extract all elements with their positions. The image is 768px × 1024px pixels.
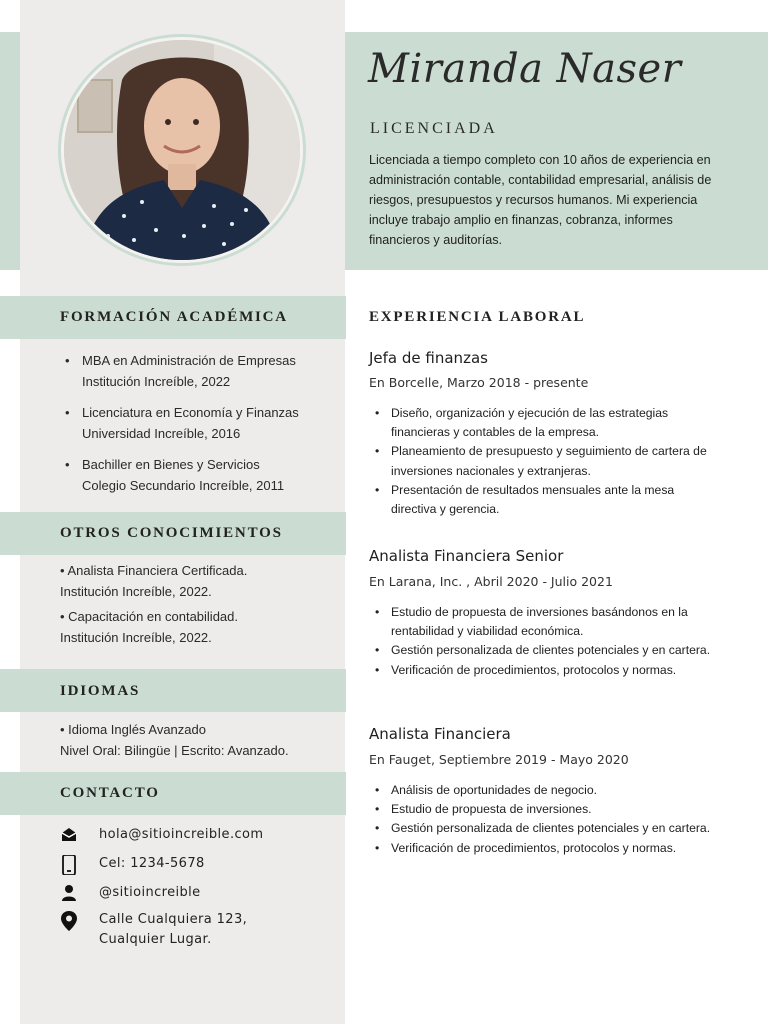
bullet-icon: • [375, 821, 380, 836]
bullet-icon: • [375, 406, 380, 420]
job-company-dates: En Borcelle, Marzo 2018 - presente [369, 375, 589, 390]
job-bullet-text: Gestión personalizada de clientes potenciales y en cartera. [391, 643, 711, 658]
envelope-icon [60, 826, 78, 844]
bullet-icon: • [65, 457, 70, 472]
education-item [62, 402, 332, 444]
education-institution: Universidad Increíble, 2016 [82, 426, 241, 441]
job-bullet-text: Gestión personalizada de clientes potenciales y en cartera. [391, 821, 711, 836]
skill-item [60, 560, 247, 602]
address-line-1: Calle Cualquiera 123, [99, 912, 248, 927]
contact-section-title: CONTACTO [60, 785, 160, 801]
address-line-2: Cualquier Lugar. [99, 932, 212, 947]
bullet-icon: • [375, 802, 380, 817]
contact-phone[interactable] [60, 854, 320, 876]
contact-social-text: @sitioincreible [99, 885, 201, 900]
job-title: Analista Financiera Senior [369, 547, 564, 565]
bullet-icon: • [65, 405, 70, 420]
candidate-role: LICENCIADA [370, 120, 498, 137]
bullet-icon: • [375, 783, 380, 797]
education-item [62, 350, 332, 392]
language-item [60, 719, 289, 761]
job-responsibilities [375, 404, 715, 519]
language-name: • Idioma Inglés Avanzado [60, 722, 206, 737]
location-pin-icon [60, 911, 78, 929]
job-bullet-text: Estudio de propuesta de inversiones basándonos en la rentabilidad y viabilidad económica. [391, 605, 688, 639]
job-bullet [375, 839, 715, 858]
job-bullet [375, 442, 715, 480]
skill-item [60, 606, 238, 648]
job-bullet-text: Presentación de resultados mensuales ante la mesa directiva y gerencia. [391, 482, 675, 517]
left-accent-strip [0, 32, 20, 270]
contact-address-text [99, 910, 247, 950]
job-bullet-text: Análisis de oportunidades de negocio. [391, 783, 597, 797]
bullet-icon: • [375, 444, 380, 459]
job-company-dates: En Fauget, Septiembre 2019 - Mayo 2020 [369, 752, 629, 767]
job-title: Jefa de finanzas [369, 349, 488, 367]
contact-address [60, 910, 320, 952]
job-bullet-text: Verificación de procedimientos, protocolos y normas. [391, 840, 677, 855]
candidate-name: Miranda Naser [368, 46, 682, 92]
education-list [62, 350, 332, 506]
job-bullet-text: Estudio de propuesta de inversiones. [391, 802, 592, 817]
user-icon [60, 884, 78, 902]
contact-phone-text: Cel: 1234-5678 [99, 856, 205, 871]
job-bullet-text: Diseño, organización y ejecución de las estrategias financieras y contables de la empresa. [391, 406, 669, 440]
education-section-title: FORMACIÓN ACADÉMICA [60, 309, 288, 325]
job-responsibilities [375, 781, 715, 858]
education-institution: Colegio Secundario Increíble, 2011 [82, 478, 285, 493]
education-degree: Licenciatura en Economía y Finanzas [82, 405, 299, 420]
job-bullet [375, 781, 715, 800]
job-responsibilities [375, 603, 715, 680]
phone-icon [60, 855, 78, 873]
bullet-icon: • [375, 643, 380, 658]
education-institution: Institución Increíble, 2022 [82, 374, 231, 389]
bullet-icon: • [375, 482, 380, 497]
skill-institution: Institución Increíble, 2022. [60, 630, 212, 645]
job-company-dates: En Larana, Inc. , Abril 2020 - Julio 2021 [369, 574, 613, 589]
job-bullet [375, 641, 715, 660]
bullet-icon: • [375, 662, 380, 677]
job-bullet [375, 800, 715, 819]
job-bullet [375, 603, 715, 641]
profile-summary: Licenciada a tiempo completo con 10 años de experiencia en administración contable, contabilidad empresarial, análisis de riesgos, presupuestos y recursos humanos. Mi experiencia incluye trabajo amplio en finanzas, cobranza, informes financieros y auditorías. [369, 153, 712, 247]
contact-email-text: hola@sitioincreible.com [99, 827, 264, 842]
job-bullet [375, 819, 715, 838]
contact-social[interactable] [60, 883, 320, 905]
skills-section-title: OTROS CONOCIMIENTOS [60, 525, 283, 541]
job-bullet-text: Planeamiento de presupuesto y seguimiento de cartera de inversiones nacionales y extranjeras. [391, 444, 707, 478]
languages-section-title: IDIOMAS [60, 683, 141, 699]
job-bullet-text: Verificación de procedimientos, protocolos y normas. [391, 662, 677, 677]
job-bullet [375, 404, 715, 442]
job-bullet [375, 661, 715, 680]
skill-name: • Analista Financiera Certificada. [60, 563, 248, 578]
education-item [62, 454, 332, 496]
bullet-icon: • [375, 840, 380, 855]
languages-section-band [0, 669, 346, 712]
education-degree: MBA en Administración de Empresas [82, 353, 296, 368]
bullet-icon: • [375, 605, 380, 619]
language-level: Nivel Oral: Bilingüe | Escrito: Avanzado. [60, 743, 289, 758]
job-title: Analista Financiera [369, 725, 511, 743]
skill-name: • Capacitación en contabilidad. [60, 609, 239, 624]
contact-section-band [0, 772, 346, 815]
bullet-icon: • [65, 353, 70, 368]
profile-photo [64, 40, 300, 260]
contact-email[interactable] [60, 825, 320, 847]
skill-institution: Institución Increíble, 2022. [60, 584, 212, 599]
job-bullet [375, 481, 715, 519]
education-degree: Bachiller en Bienes y Servicios [82, 457, 260, 472]
experience-section-title: EXPERIENCIA LABORAL [369, 309, 586, 325]
